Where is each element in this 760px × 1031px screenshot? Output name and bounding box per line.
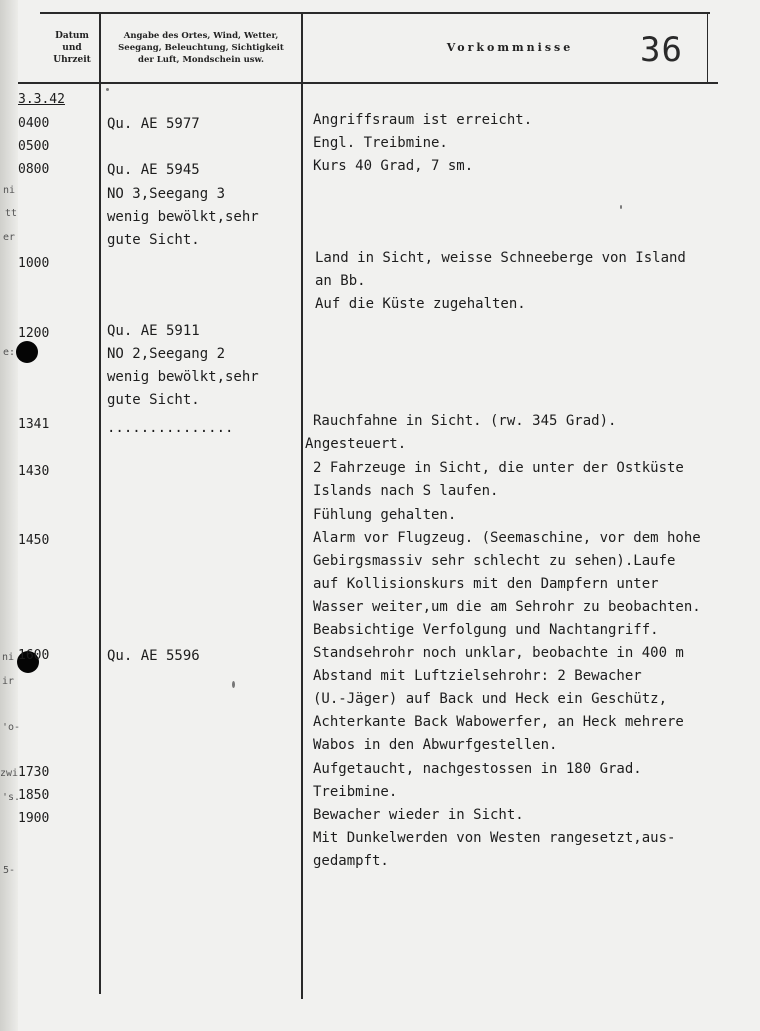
event-line: Wabos in den Abwurfgestellen. [313,737,558,753]
paper-speck [232,681,235,688]
time-entry: 0400 [18,116,50,131]
event-line: Treibmine. [313,784,398,800]
event-line: Wasser weiter,um die am Sehrohr zu beobachten. [313,599,701,615]
punch-hole [16,341,38,363]
place-entry: ............... [107,420,234,436]
page-number: 36 [640,30,683,70]
event-line: Fühlung gehalten. [313,507,457,523]
margin-fragment: tt [5,208,18,219]
event-line: Standsehrohr noch unklar, beobachte in 400 m [313,645,684,661]
page-edge-shadow [0,0,21,1031]
event-line: Angriffsraum ist erreicht. [313,112,533,128]
time-entry: 0800 [18,162,50,177]
margin-fragment: ir [2,676,15,687]
time-entry: 1450 [18,533,50,548]
time-entry: 1900 [18,811,50,826]
header-events: Vorkommnisse [446,41,574,54]
event-line: (U.-Jäger) auf Back und Heck ein Geschütz, [313,691,668,707]
place-entry: Qu. AE 5911 [107,323,200,339]
header-divider [18,82,718,84]
time-entry: 1200 [18,326,50,341]
place-entry: Qu. AE 5596 [107,648,200,664]
margin-fragment: zwi [0,768,19,779]
event-line: an Bb. [315,273,366,289]
paper-speck [106,88,109,91]
paper-speck [620,205,622,209]
time-entry: 1341 [18,417,50,432]
top-border [40,12,710,14]
place-entry: NO 3,Seegang 3 [107,186,226,202]
event-line: auf Kollisionskurs mit den Dampfern unter [313,576,659,592]
place-entry: NO 2,Seegang 2 [107,346,226,362]
margin-fragment: er [3,232,16,243]
event-line: Kurs 40 Grad, 7 sm. [313,158,474,174]
event-line: Beabsichtige Verfolgung und Nachtangriff. [313,622,659,638]
event-line: Land in Sicht, weisse Schneeberge von Island [315,250,686,266]
place-entry: Qu. AE 5945 [107,162,200,178]
event-line: gedampft. [313,853,389,869]
time-entry: 1430 [18,464,50,479]
event-line: Achterkante Back Wabowerfer, an Heck mehrere [313,714,684,730]
event-line: Gebirgsmassiv sehr schlecht zu sehen).Laufe [313,553,676,569]
column-line-1 [99,14,101,994]
event-line: 2 Fahrzeuge in Sicht, die unter der Ostküste [313,460,684,476]
event-line: Engl. Treibmine. [313,135,448,151]
column-line-2 [301,14,303,999]
time-entry: 1000 [18,256,50,271]
header-date-time: Datum und Uhrzeit [53,31,91,65]
event-line: Angesteuert. [305,436,407,452]
margin-fragment: e: [3,347,16,358]
margin-fragment: ni [3,185,16,196]
place-entry: wenig bewölkt,sehr [107,209,259,225]
time-entry: 1850 [18,788,50,803]
place-entry: wenig bewölkt,sehr [107,369,259,385]
log-date: 3.3.42 [18,92,65,107]
time-entry: 1730 [18,765,50,780]
event-line: Alarm vor Flugzeug. (Seemaschine, vor dem hohe [313,530,701,546]
event-line: Bewacher wieder in Sicht. [313,807,524,823]
event-line: Abstand mit Luftzielsehrohr: 2 Bewacher [313,668,642,684]
place-entry: Qu. AE 5977 [107,116,200,132]
event-line: Islands nach S laufen. [313,483,499,499]
margin-fragment: 's. [2,792,21,803]
margin-fragment: ni [2,652,15,663]
event-line: Auf die Küste zugehalten. [315,296,526,312]
place-entry: gute Sicht. [107,232,200,248]
margin-fragment: 5- [3,865,16,876]
place-entry: gute Sicht. [107,392,200,408]
event-line: Mit Dunkelwerden von Westen rangesetzt,aus- [313,830,676,846]
event-line: Rauchfahne in Sicht. (rw. 345 Grad). [313,413,617,429]
time-entry: 0500 [18,139,50,154]
margin-fragment: 'o- [2,722,21,733]
time-entry: 1600 [18,648,50,663]
header-place-weather: Angabe des Ortes, Wind, Wetter, Seegang, Beleuchtung, Sichtigkeit der Luft, Mondschein usw. [118,31,284,65]
event-line: Aufgetaucht, nachgestossen in 180 Grad. [313,761,642,777]
right-border [707,14,708,84]
